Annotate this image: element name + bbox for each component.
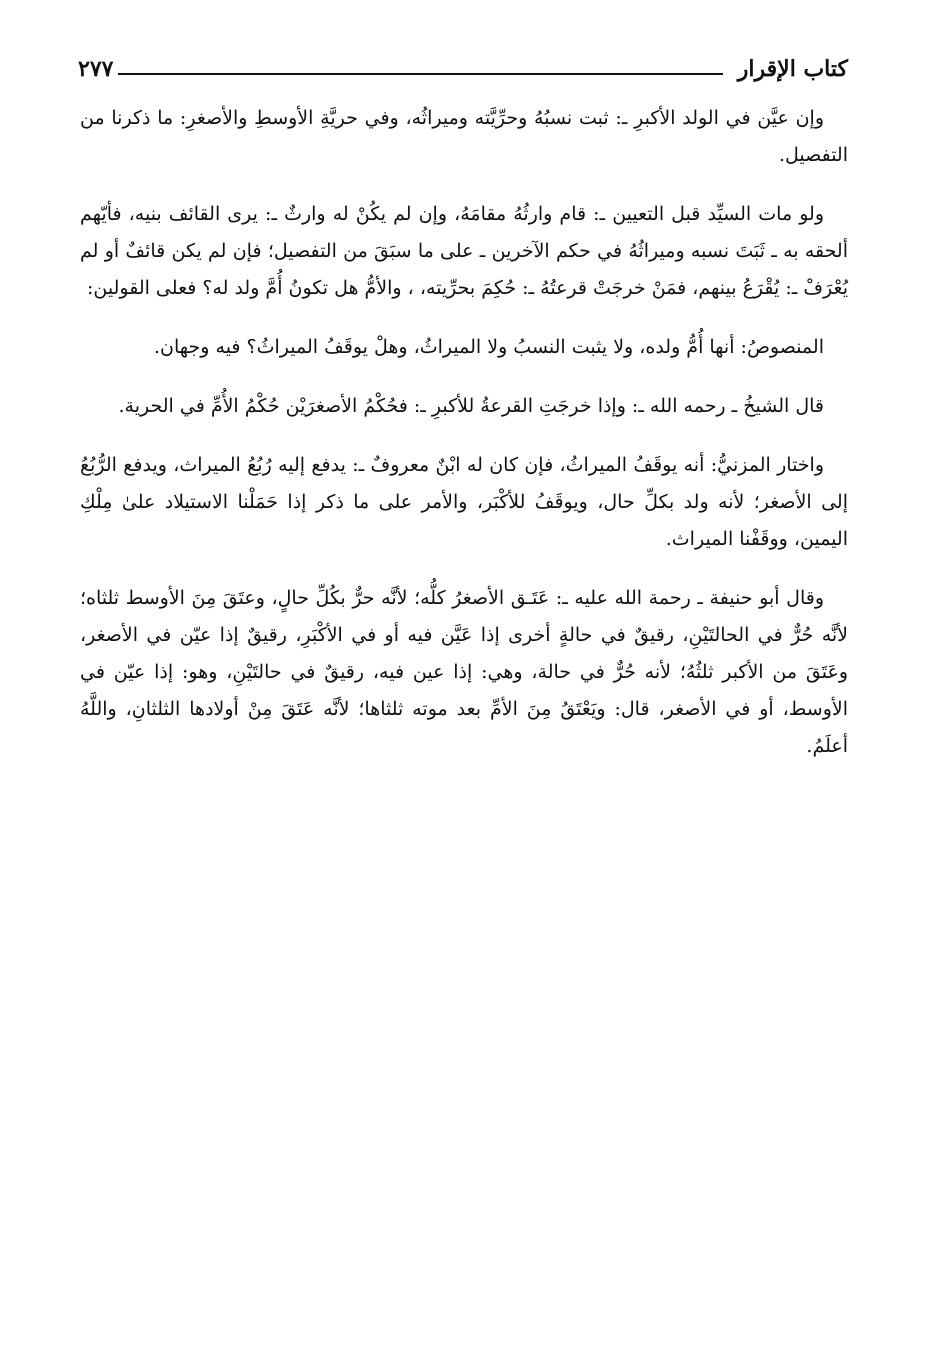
header-rule xyxy=(118,73,723,75)
paragraph: واختار المزنيُّ: أنه يوقَفُ الميراثُ، فإن كان له ابْنٌ معروفٌ ـ: يدفع إليه رُبُعُ الميراث، ويدفع الرُّبُعُ إلى الأصغر؛ لأنه ولد بكلِّ حال، ويوقَفُ للأكْبَر، والأمر على ما ذكر إذا حَمَلْنا الاستيلاد علىٰ مِلْكِ اليمين، ووقَفْنا الميراث. xyxy=(80,454,848,550)
body-text xyxy=(80,100,848,765)
page-number: ٢٧٧ xyxy=(78,56,114,82)
paragraph: قال الشيخُ ـ رحمه الله ـ: وإذا خرجَتِ القرعةُ للأكبرِ ـ: فحُكْمُ الأصغرَيْن حُكْمُ الأُمِّ في الحرية. xyxy=(118,395,824,417)
page-header xyxy=(78,52,848,92)
paragraph: المنصوصُ: أنها أُمُّ ولده، ولا يثبت النسبُ ولا الميراثُ، وهلْ يوقَفُ الميراثُ؟ فيه وجهان. xyxy=(154,336,824,358)
paragraph: وإن عيَّن في الولد الأكبرِ ـ: ثبت نسبُهُ وحرِّيَّته وميراثُه، وفي حريَّةِ الأوسطِ والأصغرِ: ما ذكرنا من التفصيل. xyxy=(80,107,848,166)
paragraph: ولو مات السيِّد قبل التعيين ـ: قام وارثُهُ مقامَهُ، وإن لم يكُنْ له وارثٌ ـ: يرى القائف بنيه، فأيّهم ألحقه به ـ ثَبَتَ نسبه وميراثُهُ في حكم الآخرين ـ على ما سبَقَ من التفصيل؛ فإن لم يكن قائفٌ أو لم يُعْرَفْ ـ: يُقْرَعُ بينهم، فمَنْ خرجَتْ قرعتُهُ ـ: حُكِمَ بحرِّيته، ، والأمُّ هل تكونُ أُمَّ ولد له؟ فعلى القولين: xyxy=(80,203,848,299)
paragraph: وقال أبو حنيفة ـ رحمة الله عليه ـ: عَتَـق الأصغرُ كلُّه؛ لأنَّه حرٌّ بكُلِّ حالٍ، وعتَقَ مِنَ الأوسط ثلثاه؛ لأنَّه حُرٌّ في الحالتَيْنِ، رقيقٌ في حالةٍ أخرى إذا عَيَّن فيه أو في الأكْبَرِ، رقيقٌ إذا عيّن في الأصغر، وعَتَقَ من الأكبر ثلثُهُ؛ لأنه حُرٌّ في حالة، وهي: إذا عين فيه، رقيقٌ في حالتَيْنِ، وهو: إذا عيّن في الأوسط، أو في الأصغر، قال: ويَعْتَقُ مِنَ الأمِّ بعد موته ثلثاها؛ لأنَّه عَتَقَ مِنْ أولادها الثلثانِ، واللَّهُ أعلَمُ. xyxy=(80,587,849,757)
chapter-title: كتاب الإقرار xyxy=(737,56,848,82)
